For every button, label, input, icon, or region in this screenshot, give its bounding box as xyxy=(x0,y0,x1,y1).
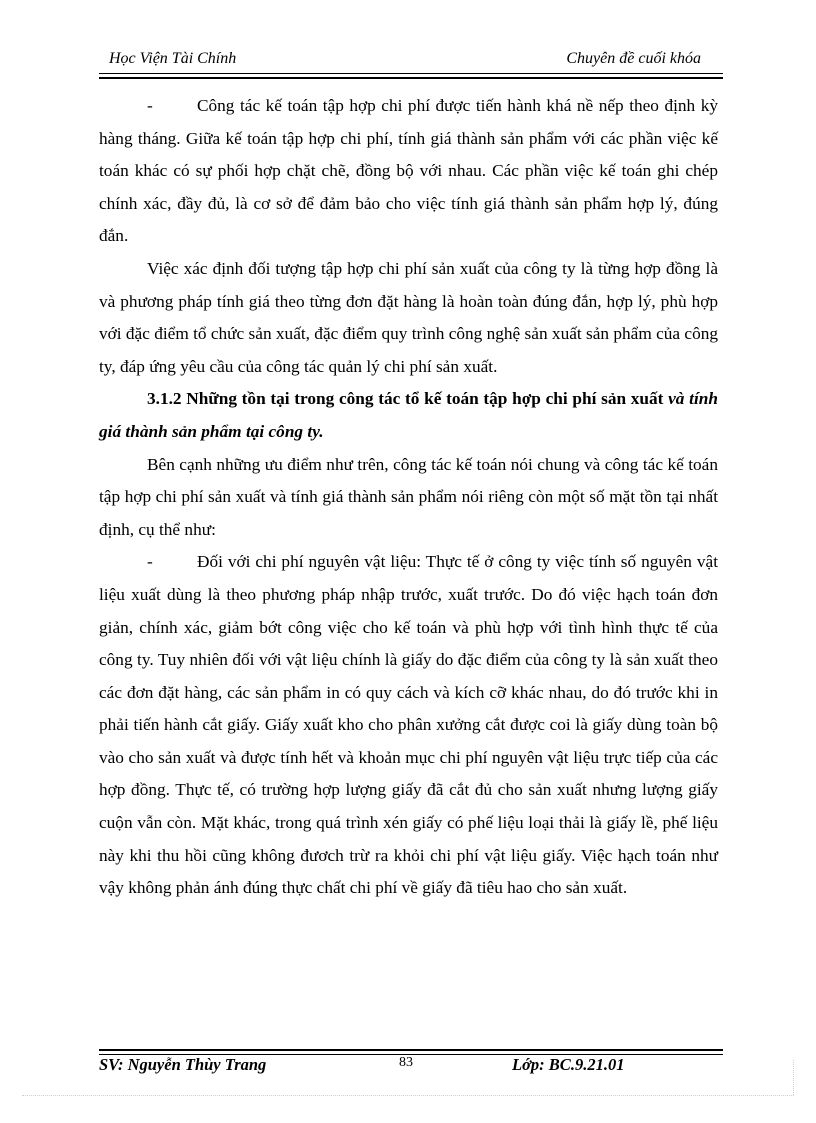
bullet-dash: - xyxy=(147,96,153,115)
paragraph-text: Công tác kế toán tập hợp chi phí được tiến hành khá nề nếp theo định kỳ hàng tháng. Giữa kế toán tập hợp chi phí, tính giá thành sản phẩm với các phần việc kế toán khác có sự phối hợp chặt chẽ, đồng bộ với nhau. Các phần việc kế toán ghi chép chính xác, đầy đủ, là cơ sở để đảm bảo cho việc tính giá thành sản phẩm hợp lý, đúng đắn. xyxy=(99,96,718,246)
paragraph-accounting-routine xyxy=(99,90,718,253)
footer-student-name: SV: Nguyễn Thùy Trang xyxy=(99,1055,267,1074)
header-rule-thick xyxy=(99,77,723,79)
page-number: 83 xyxy=(399,1055,413,1070)
page-header xyxy=(99,44,723,74)
footer-class-code: Lớp: BC.9.21.01 xyxy=(512,1055,625,1074)
paragraph-material-costs xyxy=(99,546,718,905)
section-heading-bold: 3.1.2 Những tồn tại trong công tác tổ kế toán tập hợp chi phí sản xuất xyxy=(147,389,664,409)
page-border-right xyxy=(793,1060,794,1095)
paragraph-cost-object: Việc xác định đối tượng tập hợp chi phí sản xuất của công ty là từng hợp đồng là và phương pháp tính giá theo từng đơn đặt hàng là hoàn toàn đúng đắn, hợp lý, phù hợp với đặc điểm tổ chức sản xuất, đặc điểm quy trình công nghệ sản xuất sản phẩm của công ty, đáp ứng yêu cầu của công tác quản lý chi phí sản xuất. xyxy=(99,258,718,376)
header-report-title: Chuyên đề cuối khóa xyxy=(566,50,701,67)
section-heading-bold-italic: và tính giá thành sản phẩm tại công ty. xyxy=(99,389,718,441)
paragraph-limitations-intro: Bên cạnh những ưu điểm như trên, công tác kế toán nói chung và công tác kế toán tập hợp chi phí sản xuất và tính giá thành sản phẩm nói riêng còn một số mặt tồn tại nhất định, cụ thể như: xyxy=(99,454,718,539)
paragraph-text: Đối với chi phí nguyên vật liệu: Thực tế ở công ty việc tính số nguyên vật liệu xuất dùng là theo phương pháp nhập trước, xuất trước. Do đó việc hạch toán đơn giản, chính xác, giảm bớt công việc cho kế toán và phù hợp với tình hình thực tế của công ty. Tuy nhiên đối với vật liệu chính là giấy do đặc điểm của công ty là sản xuất theo các đơn đặt hàng, các sản phẩm in có quy cách và kích cỡ khác nhau, do đó trước khi in phải tiến hành cắt giấy. Giấy xuất kho cho phân xưởng cắt được coi là giấy dùng toàn bộ vào cho sản xuất và được tính hết và khoản mục chi phí nguyên vật liệu trực tiếp của các hợp đồng. Thực tế, có trường hợp lượng giấy đã cắt đủ cho sản xuất nhưng lượng giấy cuộn vẫn còn. Mặt khác, trong quá trình xén giấy có phế liệu loại thải là giấy lề, phế liệu này khi thu hồi cũng không đươch trừ ra khỏi chi phí vật liệu giấy. Việc hạch toán như vậy không phản ánh đúng thực chất chi phí về giấy đã tiêu hao cho sản xuất. xyxy=(99,552,718,898)
page-border-bottom xyxy=(22,1095,794,1096)
footer-rule-thick xyxy=(99,1049,723,1051)
bullet-dash: - xyxy=(147,552,153,572)
page-body xyxy=(99,90,718,905)
header-institution: Học Viện Tài Chính xyxy=(109,50,237,67)
header-rule-thin xyxy=(99,73,723,74)
page-footer xyxy=(99,1049,723,1079)
section-heading xyxy=(99,383,718,448)
